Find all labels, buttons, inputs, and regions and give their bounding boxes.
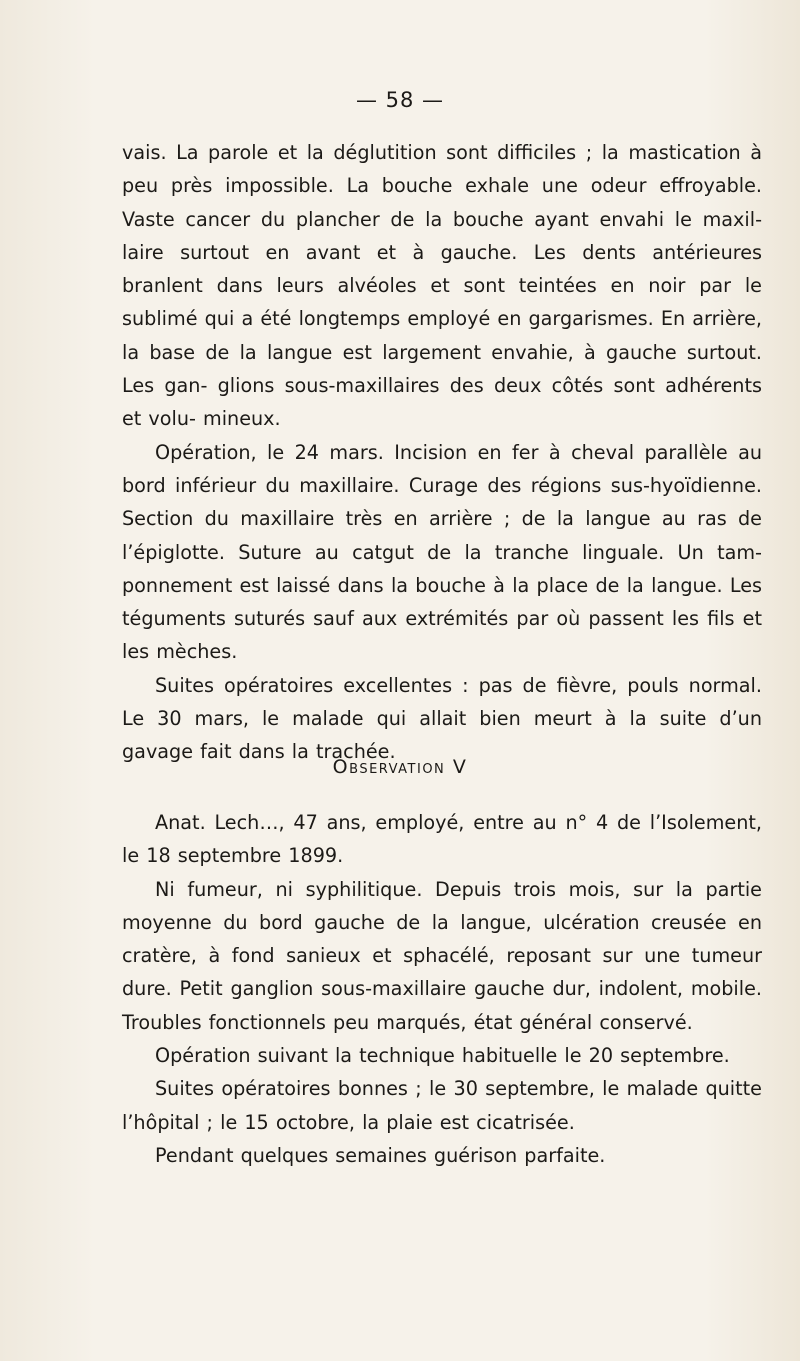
observation-heading: Observation V [332, 756, 468, 778]
paragraph-outcome: Pendant quelques semaines guérison parfaite. [155, 1143, 606, 1167]
paragraph-continuation: vais. La parole et la déglutition sont difficiles ; la mastication à peu près impossible. La bouche exhale une odeur effroyable. Vaste cancer du plancher de la bouche ayant envahi le maxil- laire surtout en avant et à gauche. Les dents antérieures branlent dans leurs alvéoles et sont teintées en noir par le sublimé qui a été longtemps employé en gargarismes. En arrière, la base de la langue est largement envahie, à gauche surtout. Les gan- glions sous-maxillaires des deux côtés sont adhérents et volu- mineux. [122, 141, 762, 431]
paragraph-operation: Opération suivant la technique habituelle le 20 septembre. [155, 1044, 730, 1068]
page-number: — 58 — [355, 88, 445, 112]
paragraph-history: Ni fumeur, ni syphilitique. Depuis trois mois, sur la partie moyenne du bord gauche de la langue, ulcération creusée en cratère, à fond sanieux et sphacélé, reposant sur une tumeur dure. Petit ganglion sous-maxillaire gauche dur, indolent, mobile. Troubles fonctionnels peu marqués, état général conservé. [122, 877, 762, 1034]
text-section-1 [122, 136, 762, 769]
paragraph-patient: Anat. Lech…, 47 ans, employé, entre au n° 4 de l’Isolement, le 18 septembre 1899. [122, 811, 762, 868]
text-section-2 [122, 806, 762, 1172]
paragraph-suites: Suites opératoires excellentes : pas de fièvre, pouls normal. Le 30 mars, le malade qui allait bien meurt à la suite d’un gavage fait dans la trachée. [122, 673, 762, 764]
paragraph-operation: Opération, le 24 mars. Incision en fer à cheval parallèle au bord inférieur du maxillaire. Curage des régions sus-hyoïdienne. Section du maxillaire très en arrière ; de la langue au ras de l’épiglotte. Suture au catgut de la tranche linguale. Un tam- ponnement est laissé dans la bouche à la place de la langue. Les téguments suturés sauf aux extrémités par où passent les fils et les mèches. [122, 440, 762, 664]
paragraph-suites: Suites opératoires bonnes ; le 30 septembre, le malade quitte l’hôpital ; le 15 octobre, la plaie est cicatrisée. [122, 1077, 762, 1134]
